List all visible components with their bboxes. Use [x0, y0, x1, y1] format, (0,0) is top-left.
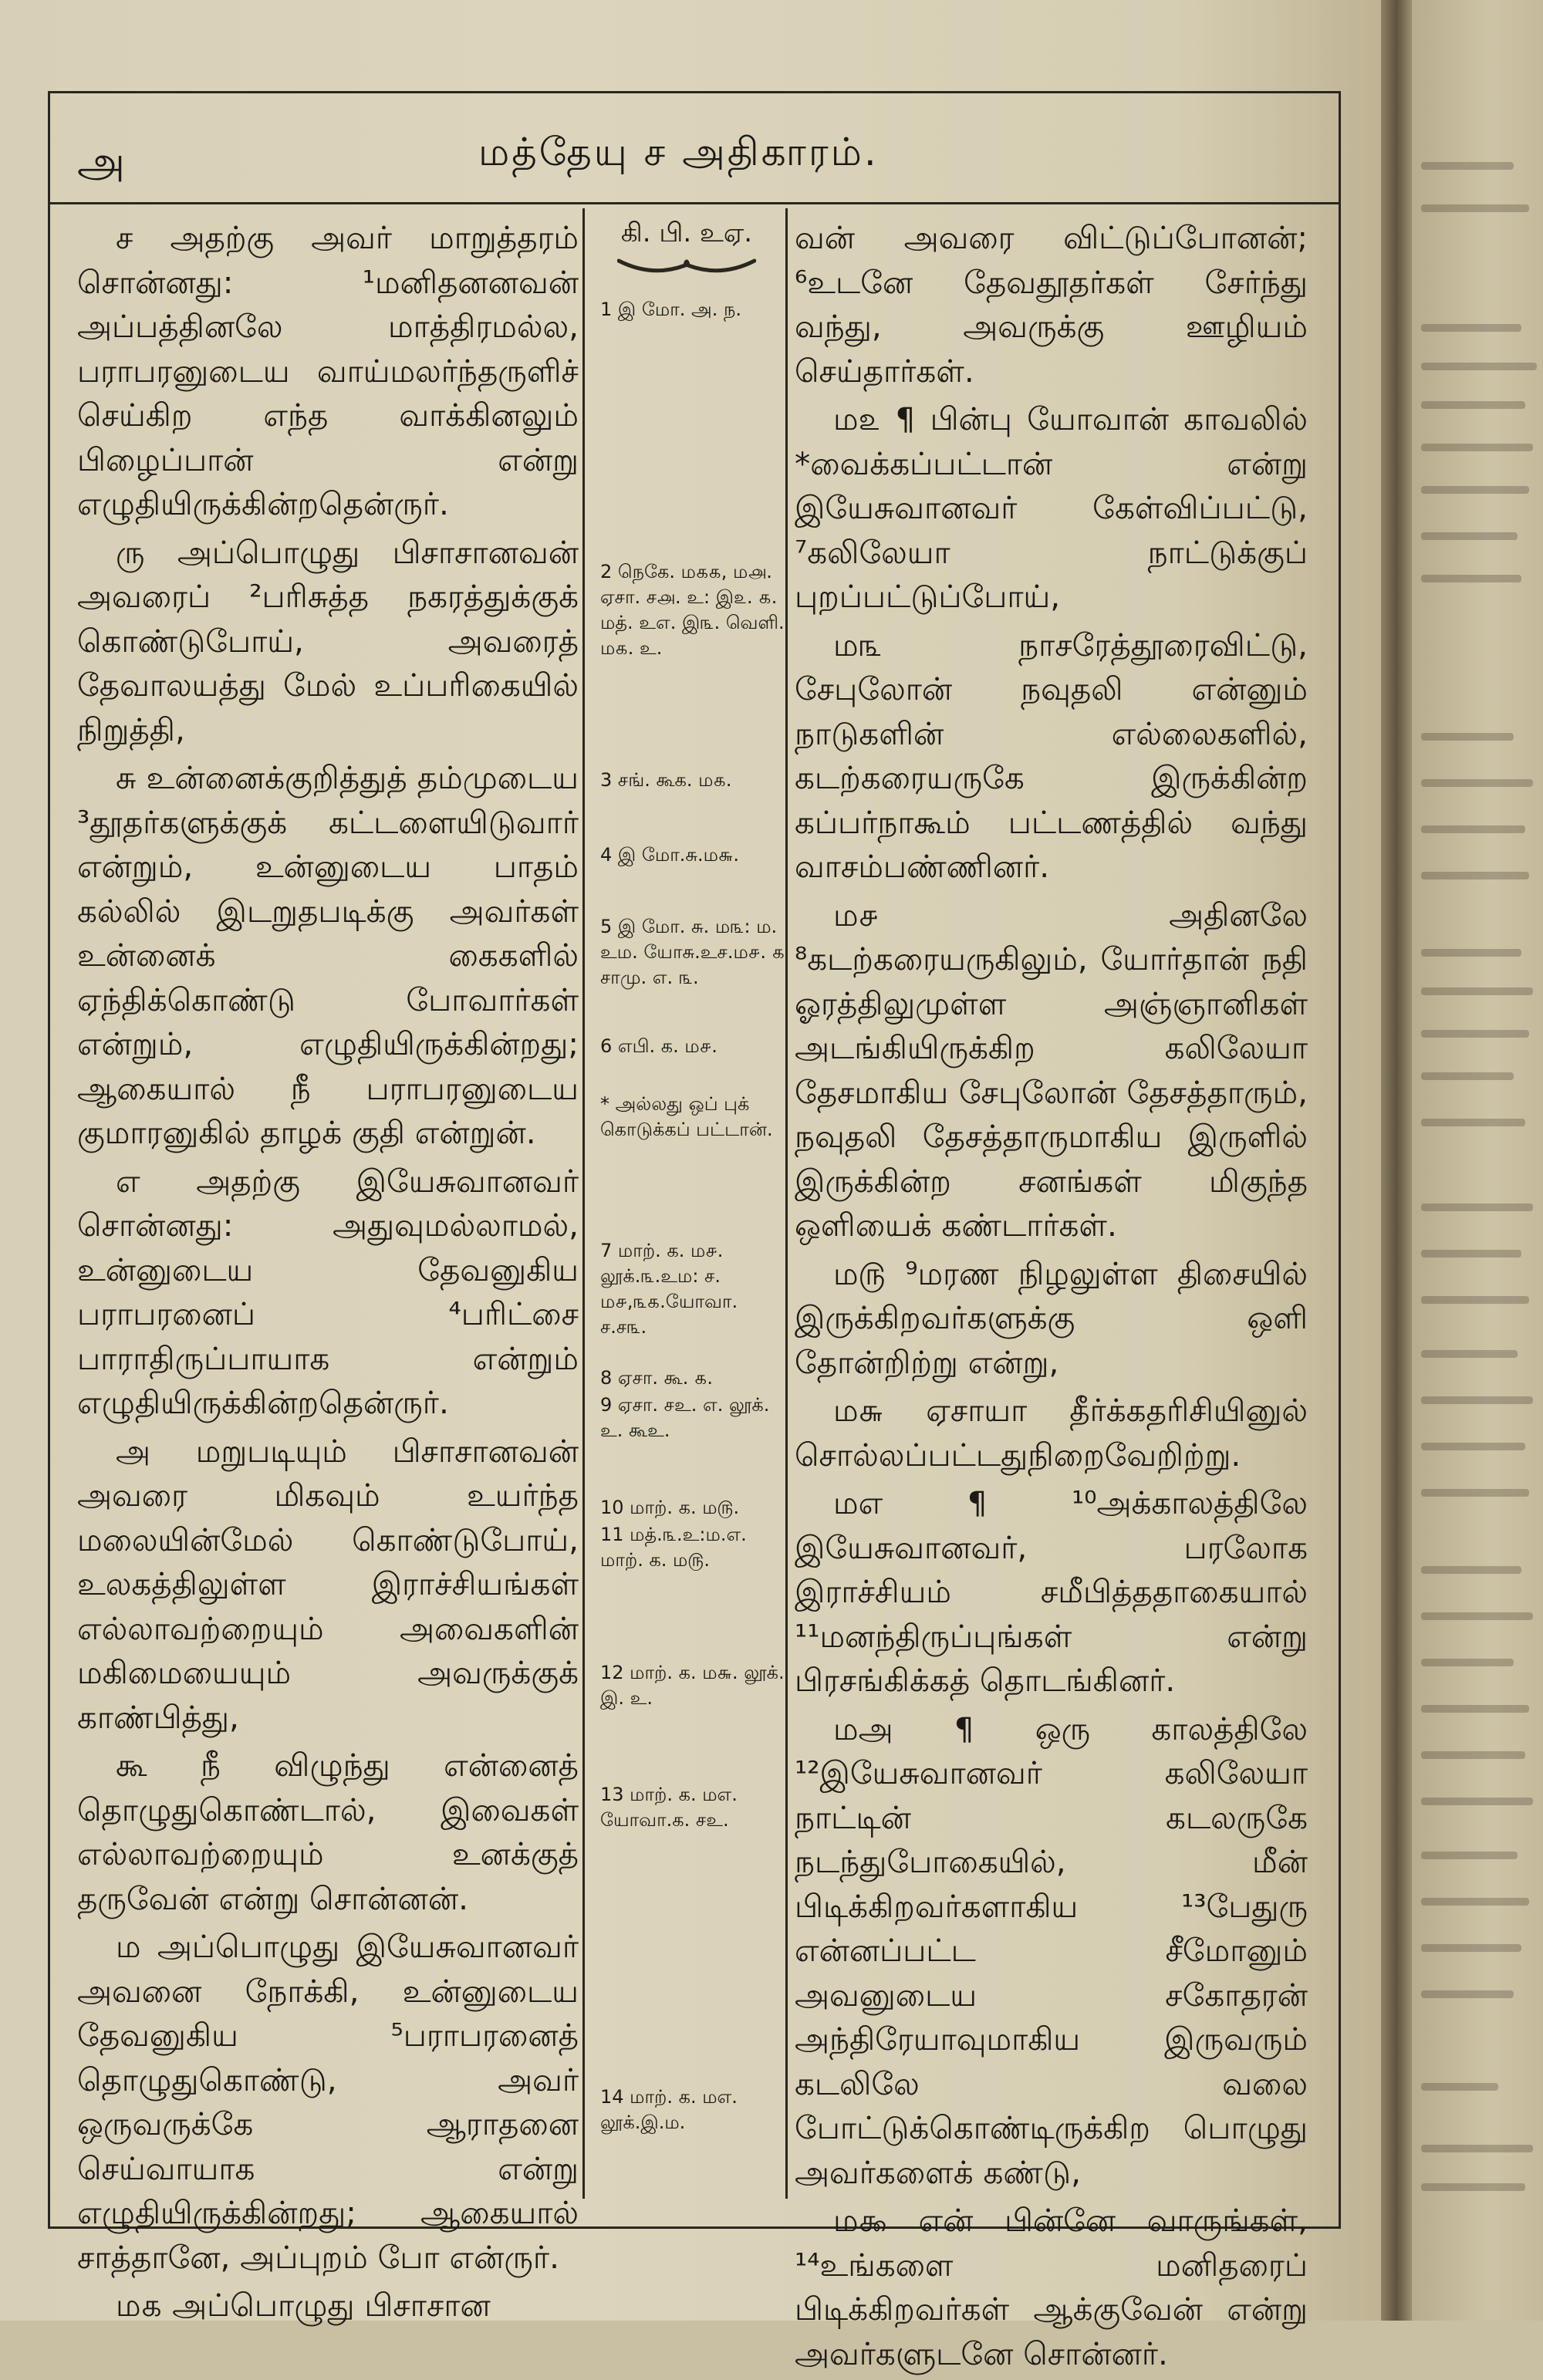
verse: சு உன்னைக்குறித்துத் தம்முடைய ³தூதர்களுக்குக் கட்டளையிடுவார் என்றும், உன்னுடைய பாதம் கல்லில் இடறுதபடிக்கு அவர்கள் உன்னைக் கைகளில் ஏந்திக்கொண்டு போவார்கள் என்றும், எழுதியிருக்கின்றது; ஆகையால் நீ பராபரனுடைய குமாரனுகில் தாழக் குதி என்றுன்.: [77, 759, 579, 1151]
verse: மஎ ¶ ¹⁰அக்காலத்திலே இயேசுவானவர், பரலோக இராச்சியம் சமீபித்ததாகையால் ¹¹மனந்திருப்புங்கள் என்று பிரசங்கிக்கத் தொடங்கினர்.: [795, 1484, 1308, 1699]
verse: ம௬ ஏசாயா தீர்க்கதரிசியினுல் சொல்லப்பட்டதுநிறைவேறிற்று.: [795, 1392, 1308, 1474]
book-gutter: [1381, 0, 1412, 2321]
verse: வன் அவரை விட்டுப்போனன்; ⁶உடனே தேவதூதர்கள் சேர்ந்து வந்து, அவருக்கு ஊழியம் செய்தார்கள்.: [795, 219, 1308, 390]
reference-heading: கி. பி. உஏ.: [620, 218, 753, 248]
column-divider-left: [582, 208, 585, 2199]
page-number: அ: [77, 137, 126, 187]
verse: மஅ ¶ ஒரு காலத்திலே ¹²இயேசுவானவர் கலிலேயா நாட்டின் கடலருகே நடந்துபோகையில், மீன் பிடிக்கிறவர்களாகிய ¹³பேதுரு என்னப்பட்ட சீமோனும் அவனுடைய சகோதரன் அந்திரேயாவுமாகிய இருவரும் கடலிலே வலை போட்டுக்கொண்டிருக்கிற பொழுது அவர்களைக் கண்டு,: [795, 1710, 1308, 2191]
verse: ம அப்பொழுது இயேசுவானவர் அவனை நோக்கி, உன்னுடைய தேவனுகிய ⁵பராபரனைத் தொழுதுகொண்டு, அவர் ஒருவருக்கே ஆராதனை செய்வாயாக என்று எழுதியிருக்கின்றது; ஆகையால் சாத்தானே, அப்புறம் போ என்ருர்.: [77, 1928, 579, 2276]
right-text-column: [795, 216, 1308, 2380]
reference-note: 1 இ மோ. அ. ந.: [600, 299, 741, 320]
facing-page-edge: [1412, 0, 1543, 2321]
verse: ரு அப்பொழுது பிசாசானவன் அவரைப் ²பரிசுத்த நகரத்துக்குக் கொண்டுபோய், அவரைத் தேவாலயத்து மேல் உப்பரிகையில் நிறுத்தி,: [77, 533, 579, 748]
verse: ம௪ அதினலே ⁸கடற்கரையருகிலும், யோர்தான் நதி ஓரத்திலுமுள்ள அஞ்ஞானிகள் அடங்கியிருக்கிற கலிலேயா தேசமாகிய சேபுலோன் தேசத்தாரும், நவுதலி தேசத்தாருமாகிய இருளில் இருக்கின்ற சனங்கள் மிகுந்த ஒளியைக் கண்டார்கள்.: [795, 896, 1308, 1244]
verse: ம௨ ¶ பின்பு யோவான் காவலில் *வைக்கப்பட்டான் என்று இயேசுவானவர் கேள்விப்பட்டு, ⁷கலிலேயா நாட்டுக்குப் புறப்பட்டுப்போய்,: [795, 400, 1308, 615]
reference-note: 14 மாற். க. மஎ. லூக்.இ.ம.: [600, 2086, 738, 2133]
verse: அ மறுபடியும் பிசாசானவன் அவரை மிகவும் உயர்ந்த மலையின்மேல் கொண்டுபோய், உலகத்திலுள்ள இராச்சியங்கள் எல்லாவற்றையும் அவைகளின் மகிமையையும் அவருக்குக் காண்பித்து,: [77, 1432, 579, 1736]
verse: ச அதற்கு அவர் மாறுத்தரம் சொன்னது: ¹மனிதனனவன் அப்பத்தினலே மாத்திரமல்ல, பராபரனுடைய வாய்மலர்ந்தருளிச் செய்கிற எந்த வாக்கினலும் பிழைப்பான் என்று எழுதியிருக்கின்றதென்ருர்.: [77, 219, 579, 522]
reference-note: 11 மத்.௩.உ:ம.எ. மாற். க. ம௫.: [600, 1524, 747, 1571]
running-title: மத்தேயு ச அதிகாரம்.: [478, 130, 879, 174]
verse: ம௯ என் பின்னே வாருங்கள், ¹⁴உங்களை மனிதரைப் பிடிக்கிறவர்கள் ஆக்குவேன் என்று அவர்களுடனே சொன்னர்.: [795, 2202, 1308, 2372]
reference-note: 13 மாற். க. மஎ. யோவா.க. சஉ.: [600, 1784, 738, 1831]
reference-note: 8 ஏசா. கூ. ௧.: [600, 1367, 714, 1389]
reference-note: 9 ஏசா. சஉ. எ. லூக். உ. கூஉ.: [600, 1394, 770, 1441]
verse: எ அதற்கு இயேசுவானவர் சொன்னது: அதுவுமல்லாமல், உன்னுடைய தேவனுகிய பராபரனைப் ⁴பரிட்சை பாராதிருப்பாயாக என்றும் எழுதியிருக்கின்றதென்ருர்.: [77, 1162, 579, 1421]
verse: ம௫ ⁹மரண நிழலுள்ள திசையில் இருக்கிறவர்களுக்கு ஒளி தோன்றிற்று என்று,: [795, 1254, 1308, 1381]
reference-note: 5 இ மோ. சு. ம௩: ம. உம. யோசு.உச.ம௪. ௧ சாமு. எ. ௩.: [600, 916, 785, 988]
reference-note: 7 மாற். க. ம௪. லூக்.௩.உம: ச. ம௪,௩௧.யோவா. ச.ச௩.: [600, 1240, 738, 1338]
reference-note: 4 இ மோ.சு.ம௬.: [600, 844, 740, 866]
header-rule: [48, 202, 1341, 204]
reference-note: 10 மாற். க. ம௫.: [600, 1497, 740, 1518]
reference-note: * அல்லது ஒப் புக் கொடுக்கப் பட்டான்.: [600, 1093, 773, 1140]
column-divider-right: [785, 208, 788, 2199]
verse: ம௧ அப்பொழுது பிசாசான: [116, 2287, 491, 2324]
verse: கூ நீ விழுந்து என்னைத் தொழுதுகொண்டால், இவைகள் எல்லாவற்றையும் உனக்குத் தருவேன் என்று சொன்னன்.: [77, 1747, 579, 1917]
verse: ம௩ நாசரேத்தூரைவிட்டு, சேபுலோன் நவுதலி என்னும் நாடுகளின் எல்லைகளில், கடற்கரையருகே இருக்கின்ற கப்பர்நாகூம் பட்டணத்தில் வந்து வாசம்பண்ணினர்.: [795, 626, 1308, 885]
reference-note: 6 எபி. க. ம௪.: [600, 1035, 717, 1057]
ornament-brace: [617, 255, 756, 281]
reference-note: 12 மாற். க. ம௬. லூக். இ. உ.: [600, 1662, 785, 1709]
left-text-column: [77, 216, 579, 2332]
reference-note: 3 சங். கூக. ம௧.: [600, 769, 732, 791]
reference-note: 2 நெகே. ம௧௧, ம௮. ஏசா. ச௮. உ: இ௨. ௧. மத். உஎ. இ௩. வெளி. ம௧. உ.: [600, 561, 785, 659]
